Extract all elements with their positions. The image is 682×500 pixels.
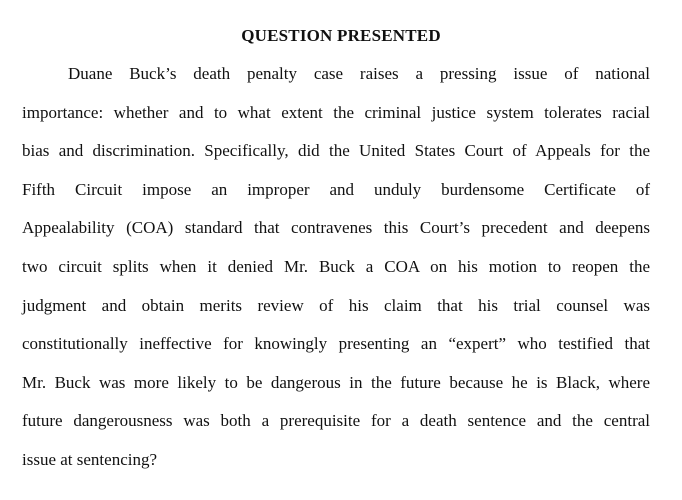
section-heading: QUESTION PRESENTED [241, 26, 441, 45]
paragraph-line: Appealability (COA) standard that contravenes this Court’s precedent and deepens [22, 218, 650, 238]
paragraph-line: bias and discrimination. Specifically, did the United States Court of Appeals for the [22, 141, 650, 161]
paragraph-line: Mr. Buck was more likely to be dangerous in the future because he is Black, where [22, 372, 650, 392]
paragraph-line: importance: whether and to what extent the criminal justice system tolerates racial [22, 102, 650, 122]
paragraph-line: issue at sentencing? [22, 449, 158, 469]
paragraph-line: Duane Buck’s death penalty case raises a pressing issue of national [68, 64, 650, 83]
paragraph-line: future dangerousness was both a prerequisite for a death sentence and the central [22, 411, 650, 431]
paragraph-line: judgment and obtain merits review of his claim that his trial counsel was [22, 295, 650, 315]
paragraph-line: Fifth Circuit impose an improper and unduly burdensome Certificate of [22, 179, 650, 199]
paragraph-line: constitutionally ineffective for knowingly presenting an “expert” who testified that [22, 334, 650, 354]
question-paragraph [22, 60, 650, 485]
paragraph-line: two circuit splits when it denied Mr. Buck a COA on his motion to reopen the [22, 256, 650, 276]
